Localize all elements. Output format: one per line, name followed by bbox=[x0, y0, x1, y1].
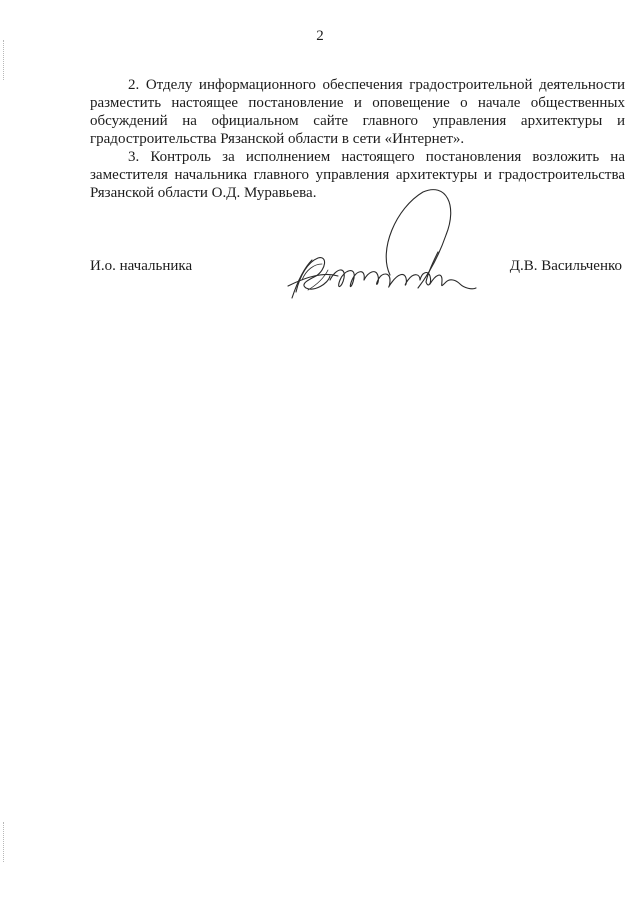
scan-edge-top bbox=[3, 40, 7, 80]
paragraph-2: 2. Отделу информационного обеспечения градостроительной деятельности разместить настоящее постановление и оповещение о начале общественных обсуждений на официальном сайте главного управления архитектуры и градостроительства Рязанской области в сети «Интернет». bbox=[90, 77, 625, 147]
page-number: 2 bbox=[316, 28, 324, 44]
signatory-name: Д.В. Васильченко bbox=[509, 258, 622, 274]
scan-edge-bottom bbox=[3, 822, 7, 862]
signatory-title: И.о. начальника bbox=[90, 258, 193, 274]
handwritten-signature-icon bbox=[278, 180, 478, 310]
paragraph-3: 3. Контроль за исполнением настоящего постановления возложить на заместителя начальника главного управления архитектуры и градостроительства Рязанской области О.Д. Муравьева. bbox=[90, 149, 625, 201]
